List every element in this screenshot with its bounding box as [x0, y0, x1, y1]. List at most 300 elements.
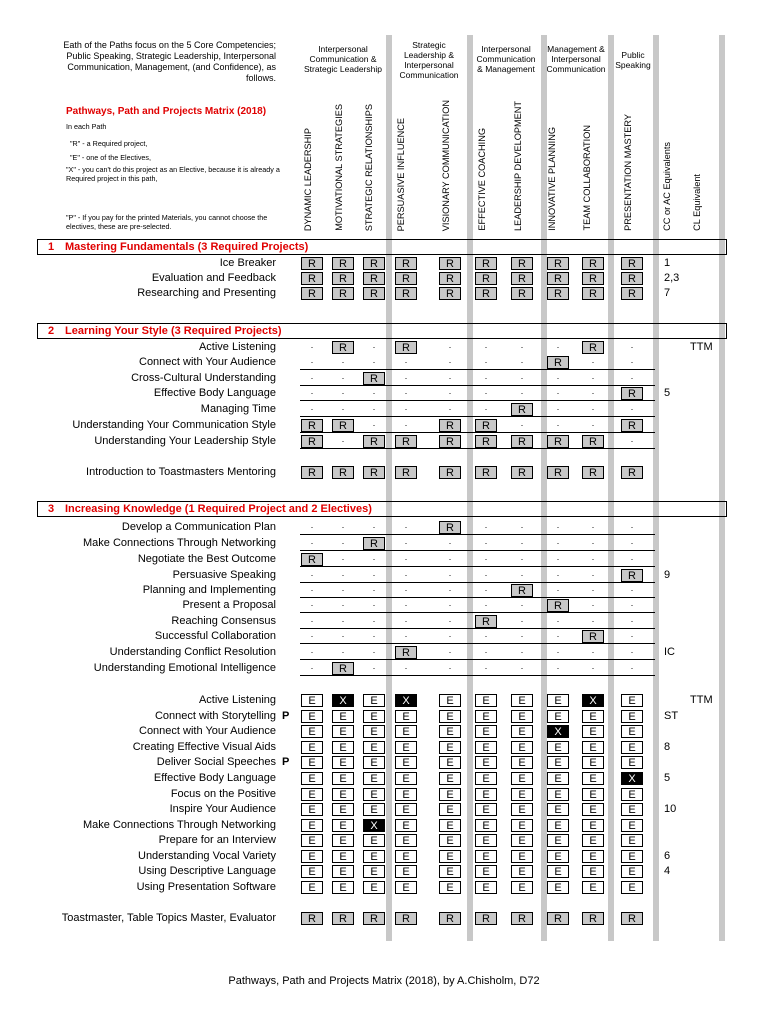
- project-label: Cross-Cultural Understanding: [131, 372, 276, 384]
- matrix-cell: E: [511, 803, 533, 816]
- matrix-cell: R: [582, 341, 604, 354]
- matrix-cell: E: [547, 741, 569, 754]
- project-label: Planning and Implementing: [142, 584, 276, 596]
- matrix-cell: .: [520, 418, 524, 428]
- matrix-cell: E: [332, 834, 354, 847]
- matrix-cell: E: [439, 865, 461, 878]
- matrix-cell: E: [511, 710, 533, 723]
- matrix-cell: R: [439, 257, 461, 270]
- matrix-cell: R: [395, 466, 417, 479]
- matrix-cell: .: [591, 598, 595, 608]
- row-underline: [300, 675, 655, 676]
- matrix-cell: E: [301, 741, 323, 754]
- matrix-cell: .: [556, 402, 560, 412]
- matrix-cell: R: [511, 584, 533, 597]
- matrix-cell: .: [341, 598, 345, 608]
- matrix-cell: .: [630, 536, 634, 546]
- matrix-cell: .: [341, 629, 345, 639]
- legend-line: In each Path: [66, 122, 107, 131]
- matrix-cell: R: [582, 466, 604, 479]
- matrix-cell: E: [395, 819, 417, 832]
- matrix-cell: R: [511, 403, 533, 416]
- matrix-cell: E: [582, 756, 604, 769]
- matrix-cell: E: [301, 710, 323, 723]
- matrix-cell: R: [621, 257, 643, 270]
- matrix-cell: E: [547, 834, 569, 847]
- matrix-cell: E: [511, 694, 533, 707]
- matrix-cell: E: [511, 788, 533, 801]
- matrix-cell: E: [511, 725, 533, 738]
- matrix-cell: R: [511, 466, 533, 479]
- project-label: Make Connections Through Networking: [82, 537, 276, 549]
- project-label: Present a Proposal: [182, 599, 276, 611]
- matrix-cell: .: [372, 583, 376, 593]
- column-separator: [719, 35, 725, 941]
- matrix-cell: .: [341, 552, 345, 562]
- matrix-cell: X: [621, 772, 643, 785]
- matrix-cell: E: [363, 694, 385, 707]
- project-label: Creating Effective Visual Aids: [132, 741, 276, 753]
- path-header-5: VISIONARY COMMUNICATION: [441, 99, 451, 231]
- matrix-cell: .: [310, 614, 314, 624]
- matrix-cell: E: [332, 725, 354, 738]
- matrix-cell: R: [621, 569, 643, 582]
- matrix-cell: E: [332, 772, 354, 785]
- matrix-cell: E: [547, 850, 569, 863]
- matrix-cell: R: [301, 466, 323, 479]
- matrix-cell: E: [301, 819, 323, 832]
- matrix-cell: .: [556, 371, 560, 381]
- matrix-cell: .: [484, 598, 488, 608]
- matrix-cell: .: [372, 402, 376, 412]
- matrix-cell: .: [520, 614, 524, 624]
- matrix-cell: .: [630, 371, 634, 381]
- matrix-cell: .: [591, 552, 595, 562]
- matrix-cell: E: [301, 756, 323, 769]
- section-header: [37, 239, 727, 255]
- matrix-cell: .: [310, 661, 314, 671]
- row-underline: [300, 550, 655, 551]
- matrix-cell: .: [630, 629, 634, 639]
- matrix-cell: R: [363, 537, 385, 550]
- project-label: Understanding Conflict Resolution: [109, 646, 276, 658]
- matrix-cell: R: [547, 287, 569, 300]
- path-header-4: PERSUASIVE INFLUENCE: [396, 117, 406, 231]
- matrix-cell: .: [448, 402, 452, 412]
- matrix-cell: .: [591, 614, 595, 624]
- matrix-cell: .: [591, 402, 595, 412]
- matrix-cell: .: [404, 371, 408, 381]
- section-header: [37, 501, 727, 517]
- project-label: Negotiate the Best Outcome: [137, 553, 276, 565]
- matrix-cell: .: [630, 520, 634, 530]
- row-underline: [300, 432, 655, 433]
- matrix-cell: .: [404, 583, 408, 593]
- matrix-cell: .: [404, 552, 408, 562]
- project-label: Understanding Your Leadership Style: [94, 435, 276, 447]
- matrix-cell: .: [484, 371, 488, 381]
- matrix-cell: E: [439, 819, 461, 832]
- matrix-cell: .: [484, 661, 488, 671]
- matrix-cell: E: [511, 881, 533, 894]
- matrix-cell: .: [556, 661, 560, 671]
- matrix-cell: R: [547, 356, 569, 369]
- matrix-cell: R: [621, 912, 643, 925]
- matrix-cell: E: [475, 741, 497, 754]
- cc-equivalent: 5: [664, 387, 671, 399]
- matrix-cell: E: [395, 865, 417, 878]
- matrix-cell: .: [484, 536, 488, 546]
- matrix-cell: E: [363, 710, 385, 723]
- matrix-cell: E: [439, 741, 461, 754]
- matrix-cell: .: [591, 645, 595, 655]
- group-header: Interpersonal Communication & Strategic Leadership: [304, 44, 382, 74]
- matrix-cell: .: [404, 355, 408, 365]
- matrix-cell: R: [439, 912, 461, 925]
- matrix-cell: E: [395, 741, 417, 754]
- matrix-cell: R: [582, 435, 604, 448]
- matrix-cell: .: [372, 552, 376, 562]
- row-underline: [300, 534, 655, 535]
- matrix-cell: X: [547, 725, 569, 738]
- matrix-cell: E: [363, 725, 385, 738]
- matrix-cell: .: [310, 355, 314, 365]
- cl-equivalent: TTM: [690, 694, 713, 706]
- matrix-cell: .: [341, 520, 345, 530]
- matrix-cell: .: [484, 552, 488, 562]
- printed-materials-mark: P: [282, 756, 290, 768]
- matrix-cell: .: [372, 355, 376, 365]
- project-label: Connect with Your Audience: [139, 356, 276, 368]
- path-header-8: INNOVATIVE PLANNING: [547, 127, 557, 231]
- matrix-cell: E: [547, 694, 569, 707]
- row-underline: [300, 612, 655, 613]
- section-title: Learning Your Style (3 Required Projects): [65, 325, 282, 337]
- matrix-cell: .: [448, 568, 452, 578]
- matrix-cell: R: [395, 646, 417, 659]
- matrix-cell: E: [301, 788, 323, 801]
- project-label: Active Listening: [198, 341, 276, 353]
- matrix-cell: R: [582, 630, 604, 643]
- path-header-2: MOTIVATIONAL STRATEGIES: [334, 104, 344, 231]
- row-underline: [300, 659, 655, 660]
- matrix-cell: R: [547, 435, 569, 448]
- project-label: Develop a Communication Plan: [121, 521, 276, 533]
- matrix-cell: R: [332, 341, 354, 354]
- column-separator: [467, 35, 473, 941]
- matrix-cell: E: [582, 725, 604, 738]
- matrix-cell: .: [591, 371, 595, 381]
- matrix-cell: .: [556, 340, 560, 350]
- matrix-cell: R: [363, 272, 385, 285]
- matrix-cell: .: [556, 552, 560, 562]
- cc-equivalent: 9: [664, 569, 671, 581]
- matrix-cell: E: [395, 710, 417, 723]
- matrix-cell: .: [341, 568, 345, 578]
- matrix-cell: .: [484, 340, 488, 350]
- project-label: Understanding Emotional Intelligence: [93, 662, 276, 674]
- matrix-cell: .: [404, 402, 408, 412]
- matrix-cell: .: [372, 645, 376, 655]
- column-separator: [608, 35, 614, 941]
- group-header: Management & Interpersonal Communication: [546, 44, 606, 74]
- cc-equivalent: 1: [664, 257, 671, 269]
- matrix-cell: .: [484, 355, 488, 365]
- matrix-cell: .: [484, 402, 488, 412]
- project-label: Deliver Social Speeches: [156, 756, 276, 768]
- row-underline: [300, 369, 655, 370]
- matrix-cell: E: [332, 881, 354, 894]
- matrix-cell: E: [621, 803, 643, 816]
- matrix-cell: X: [332, 694, 354, 707]
- project-label: Managing Time: [200, 403, 276, 415]
- matrix-cell: .: [448, 386, 452, 396]
- matrix-cell: .: [372, 520, 376, 530]
- matrix-cell: X: [363, 819, 385, 832]
- matrix-cell: E: [363, 834, 385, 847]
- matrix-cell: .: [448, 552, 452, 562]
- matrix-cell: R: [439, 435, 461, 448]
- matrix-cell: E: [301, 834, 323, 847]
- matrix-cell: R: [395, 287, 417, 300]
- matrix-cell: .: [484, 568, 488, 578]
- row-underline: [300, 385, 655, 386]
- matrix-cell: E: [439, 834, 461, 847]
- matrix-cell: R: [475, 615, 497, 628]
- matrix-cell: R: [511, 912, 533, 925]
- matrix-cell: .: [520, 568, 524, 578]
- matrix-cell: R: [582, 912, 604, 925]
- project-label: Researching and Presenting: [137, 287, 276, 299]
- section-number: 3: [48, 503, 55, 515]
- intro-text: Eath of the Paths focus on the 5 Core Competencies; Public Speaking, Strategic Leadership, Interpersonal Communication, Management, (and Confidence), as follows.: [63, 40, 276, 83]
- matrix-cell: E: [582, 865, 604, 878]
- matrix-cell: E: [395, 725, 417, 738]
- legend-line: "R" - a Required project,: [70, 139, 148, 148]
- matrix-cell: R: [621, 287, 643, 300]
- equivalent-header-2: CL Equivalent: [692, 174, 702, 231]
- cc-equivalent: 2,3: [664, 272, 680, 284]
- matrix-cell: .: [484, 629, 488, 639]
- matrix-cell: .: [310, 583, 314, 593]
- matrix-cell: .: [372, 661, 376, 671]
- matrix-cell: E: [621, 694, 643, 707]
- matrix-cell: E: [582, 834, 604, 847]
- cc-equivalent: 10: [664, 803, 677, 815]
- matrix-cell: .: [448, 340, 452, 350]
- matrix-cell: R: [475, 466, 497, 479]
- matrix-cell: .: [310, 340, 314, 350]
- matrix-cell: R: [332, 272, 354, 285]
- matrix-cell: R: [511, 435, 533, 448]
- matrix-cell: .: [341, 402, 345, 412]
- matrix-cell: .: [556, 520, 560, 530]
- matrix-cell: E: [582, 803, 604, 816]
- matrix-cell: E: [511, 834, 533, 847]
- matrix-cell: E: [475, 725, 497, 738]
- matrix-cell: E: [475, 803, 497, 816]
- matrix-cell: R: [475, 419, 497, 432]
- matrix-cell: E: [547, 881, 569, 894]
- matrix-cell: R: [301, 553, 323, 566]
- project-label: Effective Body Language: [153, 772, 276, 784]
- matrix-cell: R: [439, 287, 461, 300]
- matrix-cell: E: [439, 788, 461, 801]
- matrix-cell: .: [520, 520, 524, 530]
- matrix-cell: R: [363, 912, 385, 925]
- matrix-cell: .: [404, 598, 408, 608]
- matrix-cell: .: [591, 386, 595, 396]
- matrix-cell: .: [341, 583, 345, 593]
- matrix-cell: .: [310, 568, 314, 578]
- matrix-cell: .: [404, 520, 408, 530]
- footer: Pathways, Path and Projects Matrix (2018), by A.Chisholm, D72: [228, 975, 540, 987]
- matrix-cell: .: [404, 661, 408, 671]
- matrix-cell: .: [310, 536, 314, 546]
- matrix-cell: R: [332, 287, 354, 300]
- matrix-cell: .: [556, 614, 560, 624]
- matrix-cell: E: [582, 881, 604, 894]
- matrix-cell: .: [556, 629, 560, 639]
- section-header: [37, 323, 727, 339]
- row-underline: [300, 566, 655, 567]
- legend-line: "X" - you can't do this project as an Elective, because it is already a Required project in this path,: [66, 165, 280, 183]
- project-label: Understanding Your Communication Style: [72, 419, 276, 431]
- matrix-cell: .: [448, 536, 452, 546]
- matrix-cell: E: [511, 741, 533, 754]
- matrix-cell: R: [475, 257, 497, 270]
- matrix-cell: E: [511, 850, 533, 863]
- matrix-cell: E: [582, 788, 604, 801]
- matrix-cell: .: [591, 583, 595, 593]
- legend-line: "E" - one of the Electives,: [70, 153, 152, 162]
- matrix-cell: E: [547, 756, 569, 769]
- matrix-cell: E: [582, 710, 604, 723]
- matrix-cell: .: [556, 418, 560, 428]
- project-label: Connect with Storytelling: [154, 710, 276, 722]
- matrix-cell: E: [332, 756, 354, 769]
- matrix-cell: E: [301, 694, 323, 707]
- matrix-cell: E: [395, 834, 417, 847]
- matrix-cell: .: [556, 568, 560, 578]
- matrix-cell: .: [630, 340, 634, 350]
- project-label: Effective Body Language: [153, 387, 276, 399]
- matrix-cell: R: [332, 257, 354, 270]
- project-label: Prepare for an Interview: [158, 834, 276, 846]
- matrix-cell: E: [547, 788, 569, 801]
- matrix-cell: R: [301, 257, 323, 270]
- project-label: Reaching Consensus: [171, 615, 276, 627]
- matrix-cell: R: [511, 287, 533, 300]
- matrix-cell: E: [363, 772, 385, 785]
- matrix-cell: E: [621, 881, 643, 894]
- matrix-cell: E: [475, 865, 497, 878]
- project-label: Active Listening: [198, 694, 276, 706]
- matrix-cell: R: [301, 272, 323, 285]
- project-label: Using Presentation Software: [136, 881, 276, 893]
- matrix-cell: E: [475, 788, 497, 801]
- matrix-cell: E: [582, 741, 604, 754]
- matrix-cell: .: [591, 536, 595, 546]
- column-separator: [653, 35, 659, 941]
- matrix-cell: .: [404, 536, 408, 546]
- matrix-cell: .: [341, 645, 345, 655]
- path-header-9: TEAM COLLABORATION: [582, 125, 592, 231]
- matrix-cell: E: [547, 803, 569, 816]
- project-label: Using Descriptive Language: [138, 865, 276, 877]
- equivalent-header-1: CC or AC Equivalents: [662, 142, 672, 231]
- matrix-cell: R: [332, 912, 354, 925]
- matrix-cell: E: [439, 881, 461, 894]
- matrix-cell: E: [621, 788, 643, 801]
- matrix-cell: E: [475, 710, 497, 723]
- matrix-cell: .: [341, 536, 345, 546]
- matrix-cell: R: [547, 257, 569, 270]
- matrix-cell: E: [363, 788, 385, 801]
- matrix-cell: .: [630, 645, 634, 655]
- matrix-cell: R: [395, 912, 417, 925]
- matrix-cell: R: [439, 419, 461, 432]
- matrix-cell: .: [630, 434, 634, 444]
- project-label: Make Connections Through Networking: [82, 819, 276, 831]
- matrix-cell: E: [475, 819, 497, 832]
- matrix-cell: E: [332, 803, 354, 816]
- group-header: Strategic Leadership & Interpersonal Communication: [399, 40, 459, 80]
- matrix-cell: E: [582, 819, 604, 832]
- matrix-cell: E: [332, 741, 354, 754]
- project-label: Ice Breaker: [219, 257, 276, 269]
- row-underline: [300, 628, 655, 629]
- matrix-cell: E: [301, 772, 323, 785]
- matrix-cell: E: [511, 819, 533, 832]
- matrix-cell: .: [310, 645, 314, 655]
- matrix-cell: .: [310, 629, 314, 639]
- matrix-cell: E: [332, 850, 354, 863]
- matrix-cell: .: [448, 645, 452, 655]
- matrix-cell: .: [520, 340, 524, 350]
- matrix-cell: R: [475, 435, 497, 448]
- cc-equivalent: IC: [664, 646, 675, 658]
- matrix-cell: E: [511, 756, 533, 769]
- cc-equivalent: 8: [664, 741, 671, 753]
- matrix-cell: R: [395, 341, 417, 354]
- matrix-cell: .: [404, 614, 408, 624]
- matrix-cell: E: [301, 803, 323, 816]
- project-label: Successful Collaboration: [154, 630, 276, 642]
- matrix-cell: .: [448, 629, 452, 639]
- matrix-cell: X: [395, 694, 417, 707]
- project-label: Focus on the Positive: [170, 788, 276, 800]
- project-label: Inspire Your Audience: [169, 803, 276, 815]
- matrix-cell: .: [520, 386, 524, 396]
- matrix-cell: .: [520, 536, 524, 546]
- matrix-cell: .: [448, 371, 452, 381]
- matrix-cell: R: [363, 257, 385, 270]
- matrix-cell: E: [621, 850, 643, 863]
- matrix-cell: E: [363, 741, 385, 754]
- cc-equivalent: 7: [664, 287, 671, 299]
- project-label: Connect with Your Audience: [139, 725, 276, 737]
- matrix-cell: R: [582, 272, 604, 285]
- cl-equivalent: TTM: [690, 341, 713, 353]
- matrix-cell: .: [310, 402, 314, 412]
- matrix-cell: E: [475, 772, 497, 785]
- legend-line: "P" - If you pay for the printed Materials, you cannot choose the electives, these are pre-selected.: [66, 213, 268, 231]
- matrix-cell: .: [372, 598, 376, 608]
- matrix-cell: .: [448, 583, 452, 593]
- matrix-cell: E: [301, 850, 323, 863]
- matrix-cell: R: [363, 435, 385, 448]
